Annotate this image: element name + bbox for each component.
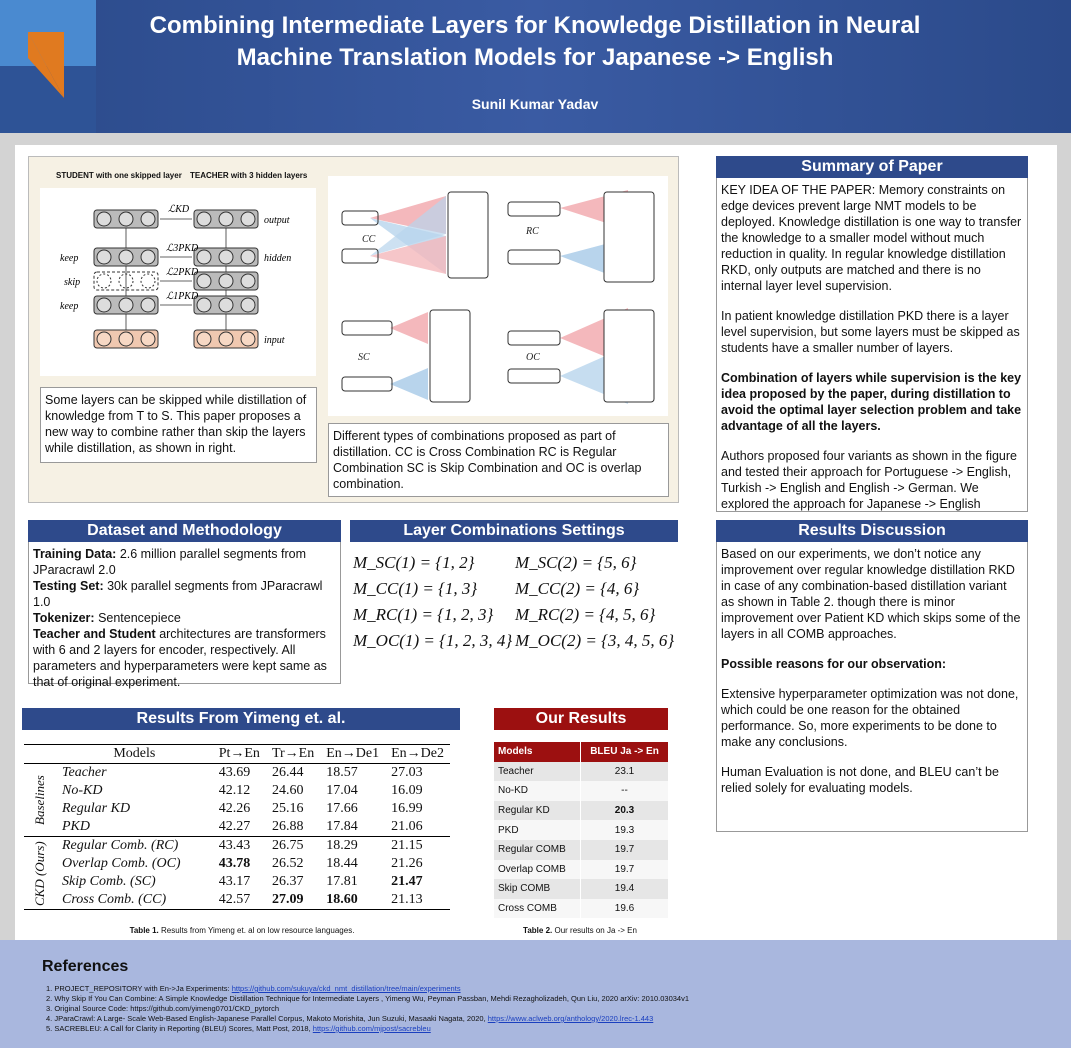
yimeng-caption-text: Results from Yimeng et. al on low resource languages. [158,926,355,935]
our-results-row [494,860,668,880]
summary-p1: KEY IDEA OF THE PAPER: Memory constraints on edge devices prevent large NMT models to be deployed. Knowledge distillation is one way to transfer the knowledge to a smaller model without much reduction in quality. In regular knowledge distillation RKD, only outputs are matched and there is no internal layer level supervision. [721,183,1022,293]
testing-value: 30k parallel segments from JParacrawl 1.0 [33,579,323,609]
yimeng-score-cell: 18.60 [326,892,358,907]
teacher-label: TEACHER with 3 hidden layers [190,171,308,180]
loss-pkd1-label: ℒ1PKD [166,291,199,302]
our-bleu-cell: -- [581,781,668,801]
yimeng-score-cell: 42.12 [218,783,251,798]
summary-box [716,178,1028,512]
discussion-p2: Possible reasons for our observation: [721,657,947,671]
our-results-row [494,899,668,919]
summary-p4: Authors proposed four variants as shown in the figure and tested their approach for Portuguese -> English, Turkish -> English and English -> German. We explored the approach for Japanese -> English [721,449,1018,511]
our-model-cell: No-KD [498,785,529,797]
input-label: input [264,335,285,346]
results-discussion-box [716,542,1028,832]
yimeng-table-row [24,873,450,891]
reference-item [46,1024,1046,1034]
oc-label: OC [526,352,540,363]
summary-header: Summary of Paper [716,156,1028,178]
figure-caption-right: Different types of combinations proposed as part of distillation. CC is Cross Combination RC is Regular Combination SC is Skip Combination and OC is overlap combination. [328,423,669,497]
cc-label: CC [362,234,376,245]
reference-item [46,1004,1046,1014]
yimeng-score-cell: 43.43 [218,838,251,853]
results-discussion-header: Results Discussion [716,520,1028,542]
training-value: 2.6 million parallel segments from JParacrawl 2.0 [33,547,307,577]
yimeng-score-cell: 43.69 [218,765,251,780]
arch-label: Teacher and Student [33,627,156,641]
yimeng-col-de2: En→De2 [391,746,444,761]
yimeng-caption-bold: Table 1. [129,926,159,935]
our-model-cell: PKD [498,824,519,836]
yimeng-model-cell: Cross Comb. (CC) [62,892,167,907]
dataset-header: Dataset and Methodology [28,520,341,542]
combo-oc-2: M_OC(2) = {3, 4, 5, 6} [515,631,675,650]
combo-oc-1: M_OC(1) = {1, 2, 3, 4} [353,631,513,650]
yimeng-model-cell: No-KD [62,783,103,798]
logo-graphic [0,0,100,133]
yimeng-score-cell: 21.47 [391,874,423,889]
summary-p2: In patient knowledge distillation PKD there is a layer level supervision, but some layers must be skipped as students have a smaller number of layers. [721,309,1020,355]
reference-text: 1. PROJECT_REPOSITORY with En->Ja Experiments: [46,984,232,993]
our-bleu-cell: 19.4 [581,879,668,899]
keep-label-top: keep [60,253,79,264]
our-bleu-cell: 19.7 [581,860,668,880]
our-results-row [494,879,668,899]
loss-pkd2-label: ℒ2PKD [166,267,199,278]
reference-item [46,994,1046,1004]
yimeng-table-row [24,891,450,910]
loss-kd-label: ℒKD [168,204,190,215]
yimeng-table-row [24,837,450,856]
our-caption-text: Our results on Ja -> En [552,926,637,935]
reference-item [46,1014,1046,1024]
yimeng-model-cell: Skip Comb. (SC) [62,874,156,889]
our-col-bleu: BLEU Ja -> En [590,746,659,758]
our-model-cell: Cross COMB [498,903,557,915]
yimeng-score-cell: 42.57 [218,892,251,907]
yimeng-score-cell: 25.16 [271,801,304,816]
yimeng-score-cell: 26.75 [271,838,304,853]
yimeng-table-row [24,764,450,783]
combination-diagram [328,176,668,416]
group-baselines-label: Baselines [32,775,47,825]
combo-rc-2: M_RC(2) = {4, 5, 6} [515,605,656,624]
yimeng-table-row [24,782,450,800]
combo-rc-1: M_RC(1) = {1, 2, 3} [353,605,494,624]
discussion-p3: Extensive hyperparameter optimization was not done, which could be one reason for the obtained performance. So, more experiments to be done to make any conclusions. [721,687,1019,749]
testing-label: Testing Set: [33,579,104,593]
training-label: Training Data: [33,547,117,561]
hidden-label: hidden [264,253,292,264]
poster-author: Sunil Kumar Yadav [471,96,599,112]
reference-item [46,984,1046,994]
yimeng-score-cell: 27.09 [271,892,304,907]
poster-title: Combining Intermediate Layers for Knowledge Distillation in Neural Machine Translation Models for Japanese -> English [149,12,921,71]
reference-text: 5. SACREBLEU: A Call for Clarity in Reporting (BLEU) Scores, Matt Post, 2018, [46,1024,313,1033]
kd-diagram [40,188,316,376]
our-results-row [494,820,668,840]
yimeng-score-cell: 18.44 [326,856,358,871]
yimeng-model-cell: PKD [62,819,90,834]
yimeng-score-cell: 21.15 [391,838,423,853]
yimeng-score-cell: 21.06 [391,819,423,834]
reference-link[interactable]: https://github.com/mjpost/sacrebleu [312,1024,431,1033]
yimeng-col-models: Models [113,746,156,761]
our-bleu-cell: 19.3 [581,820,668,840]
our-results-row [494,801,668,821]
layer-combos-list [352,550,678,654]
yimeng-score-cell: 17.84 [326,819,358,834]
our-model-cell: Skip COMB [498,883,551,895]
tokenizer-label: Tokenizer: [33,611,95,625]
yimeng-score-cell: 24.60 [271,783,304,798]
discussion-p1: Based on our experiments, we don’t notice any improvement over regular knowledge distillation RKD in case of any combination-based distillation variant as shown in Table 2. though there is minor improvement over Patient KD which skips some of the layers in all COMB approaches. [721,547,1021,641]
yimeng-col-pt: Pt→En [218,746,260,761]
our-results-row [494,762,668,782]
keep-label-bottom: keep [60,301,79,312]
reference-text: 4. JParaCrawl: A Large- Scale Web-Based English-Japanese Parallel Corpus, Makoto Morishita, Jun Suzuki, Masaaki Nagata, 2020, [46,1014,488,1023]
yimeng-score-cell: 26.88 [271,819,304,834]
yimeng-score-cell: 21.26 [391,856,423,871]
our-results-row [494,781,668,801]
our-model-cell: Overlap COMB [498,863,566,875]
discussion-p4: Human Evaluation is not done, and BLEU can’t be relied solely for evaluating models. [721,765,999,795]
our-model-cell: Teacher [498,765,534,777]
layer-combos-header: Layer Combinations Settings [350,520,678,542]
our-caption-bold: Table 2. [523,926,553,935]
reference-link[interactable]: https://github.com/sukuya/ckd_nmt_distillation/tree/main/experiments [231,984,461,993]
arch-value: architectures are transformers with 6 and 2 layers for encoder, respectively. All parameters and hyperparameters were kept same as that of original experiment. [33,627,327,689]
our-results-header: Our Results [494,708,668,730]
combo-cc-1: M_CC(1) = {1, 3} [353,579,478,598]
yimeng-caption [24,926,460,935]
dataset-box [28,542,341,689]
reference-text: 2. Why Skip If You Can Combine: A Simple Knowledge Distillation Technique for Intermediate Layers , Yimeng Wu, Peyman Passban, Mehdi Rezagholizadeh, Qun Liu, 2020 arXiv: 2010.03034v1 [46,994,690,1003]
yimeng-score-cell: 17.81 [326,874,358,889]
yimeng-score-cell: 16.09 [391,783,423,798]
tokenizer-value: Sentencepiece [94,611,181,625]
yimeng-score-cell: 27.03 [391,765,423,780]
our-bleu-cell: 19.6 [581,899,668,919]
yimeng-model-cell: Teacher [62,765,107,780]
yimeng-score-cell: 42.27 [218,819,251,834]
yimeng-col-tr: Tr→En [271,746,315,761]
yimeng-score-cell: 43.78 [218,856,251,871]
yimeng-score-cell: 18.29 [326,838,358,853]
yimeng-table-row [24,818,450,837]
our-results-row [494,840,668,860]
yimeng-score-cell: 18.57 [326,765,358,780]
yimeng-score-cell: 21.13 [391,892,423,907]
our-results-table [494,742,668,918]
reference-text: 3. Original Source Code: https://github.com/yimeng0701/CKD_pytorch [46,1004,280,1013]
yimeng-table-row [24,855,450,873]
our-model-cell: Regular KD [498,805,550,817]
our-bleu-cell: 19.7 [581,840,668,860]
summary-p3: Combination of layers while supervision is the key idea proposed by the paper, during distillation to avoid the optimal layer selection problem and take advantage of all the layers. [721,371,1022,433]
combo-sc-1: M_SC(1) = {1, 2} [353,553,475,572]
yimeng-model-cell: Regular Comb. (RC) [62,838,179,853]
yimeng-header: Results From Yimeng et. al. [22,708,460,730]
student-label: STUDENT with one skipped layer [56,171,182,180]
yimeng-score-cell: 26.52 [271,856,304,871]
skip-label: skip [64,277,81,288]
references-title: References [42,958,129,975]
yimeng-score-cell: 26.44 [271,765,304,780]
combo-cc-2: M_CC(2) = {4, 6} [515,579,640,598]
yimeng-model-cell: Regular KD [62,801,131,816]
yimeng-score-cell: 43.17 [218,874,251,889]
group-ckd-label: CKD (Ours) [32,840,47,906]
yimeng-col-de1: En→De1 [326,746,380,761]
output-label: output [264,215,290,226]
our-results-table-wrap [494,742,668,918]
yimeng-score-cell: 42.26 [218,801,251,816]
yimeng-table [24,744,450,910]
reference-link[interactable]: https://www.aclweb.org/anthology/2020.lrec-1.443 [487,1014,654,1023]
our-model-cell: Regular COMB [498,844,566,856]
our-bleu-cell: 23.1 [581,762,668,782]
our-bleu-cell: 20.3 [581,801,668,821]
references-section [0,940,1071,1048]
our-col-models: Models [494,742,581,762]
yimeng-table-wrap [24,744,450,910]
rc-label: RC [526,226,539,237]
yimeng-model-cell: Overlap Comb. (OC) [62,856,181,871]
figure-caption-left: Some layers can be skipped while distillation of knowledge from T to S. This paper proposes a new way to combine rather than skip the layers while distillation, as shown in right. [40,387,317,463]
loss-pkd3-label: ℒ3PKD [166,243,199,254]
yimeng-score-cell: 26.37 [271,874,304,889]
yimeng-table-row [24,800,450,818]
yimeng-score-cell: 16.99 [391,801,423,816]
yimeng-score-cell: 17.66 [326,801,358,816]
yimeng-score-cell: 17.04 [326,783,358,798]
our-results-caption [480,926,680,935]
sc-label: SC [358,352,370,363]
combo-sc-2: M_SC(2) = {5, 6} [515,553,637,572]
